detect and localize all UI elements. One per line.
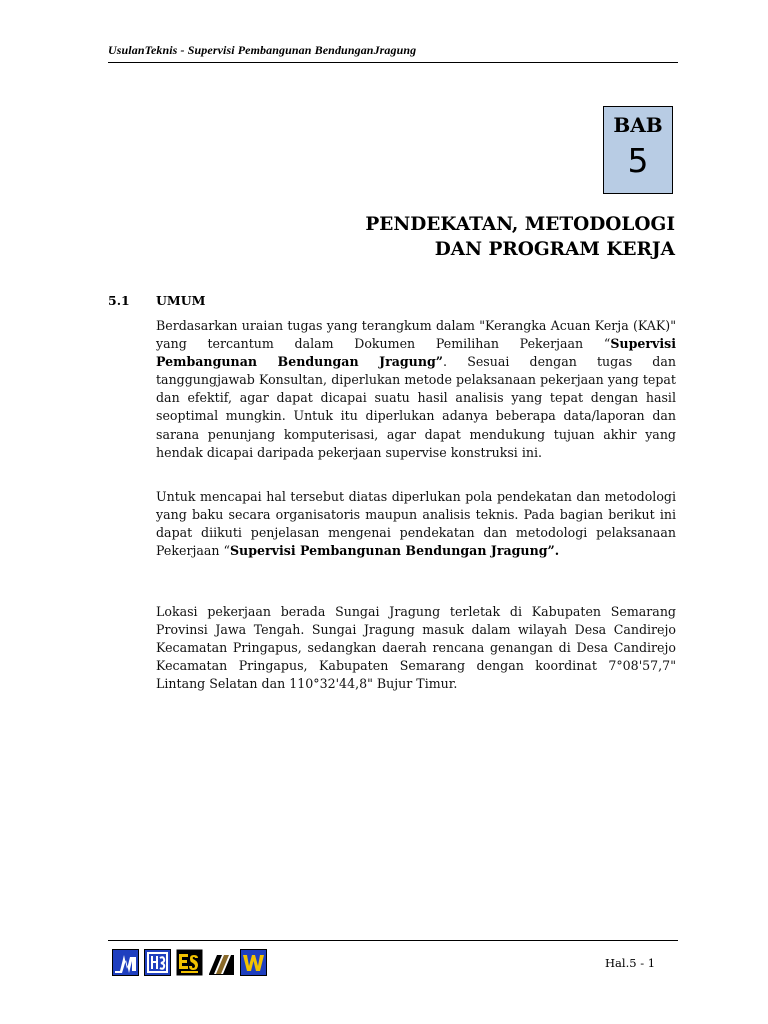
company-logo-1-icon	[112, 949, 139, 976]
header-divider	[108, 62, 678, 63]
section-title: UMUM	[156, 293, 206, 308]
chapter-label: BAB	[613, 113, 663, 137]
header-title: UsulanTeknis - Supervisi Pembangunan BendunganJragung	[108, 43, 417, 57]
paragraph-1-bold: Supervisi Pembangunan Bendungan Jragung”	[156, 336, 676, 370]
chapter-number: 5	[627, 141, 649, 180]
section-number: 5.1	[108, 293, 130, 308]
company-logo-3-icon	[176, 949, 203, 976]
paragraph-2	[156, 488, 676, 560]
chapter-title-line-1: PENDEKATAN, METODOLOGI	[365, 214, 675, 235]
footer-logos	[112, 948, 267, 976]
page-number: Hal.5 - 1	[605, 956, 656, 970]
chapter-title	[365, 212, 675, 262]
chapter-badge	[603, 106, 673, 194]
footer-divider	[108, 940, 678, 941]
section-heading	[108, 293, 205, 308]
company-logo-4-icon	[208, 949, 235, 976]
paragraph-1-text-a: Berdasarkan uraian tugas yang terangkum dalam "Kerangka Acuan Kerja (KAK)" yang tercantum dalam Dokumen Pemilihan Pekerjaan “	[156, 318, 676, 352]
company-logo-5-icon	[240, 949, 267, 976]
chapter-title-line-2: DAN PROGRAM KERJA	[434, 239, 675, 260]
paragraph-3: Lokasi pekerjaan berada Sungai Jragung terletak di Kabupaten Semarang Provinsi Jawa Tengah. Sungai Jragung masuk dalam wilayah Desa Candirejo Kecamatan Pringapus, sedangkan daerah rencana genangan di Desa Candirejo Kecamatan Pringapus, Kabupaten Semarang dengan koordinat 7°08'57,7" Lintang Selatan dan 110°32'44,8" Bujur Timur.	[156, 604, 676, 692]
paragraph-2-bold: Supervisi Pembangunan Bendungan Jragung”.	[229, 543, 560, 559]
paragraph-2-text-a: Untuk mencapai hal tersebut diatas diperlukan pola pendekatan dan metodologi yang baku secara organisatoris maupun analisis teknis. Pada bagian berikut ini dapat diikuti penjelasan mengenai pendekatan dan metodologi pelaksanaan Pekerjaan “	[156, 489, 676, 559]
company-logo-2-icon	[144, 949, 171, 976]
paragraph-1-text-b: . Sesuai dengan tugas dan tanggungjawab Konsultan, diperlukan metode pelaksanaan pekerjaan yang tepat dan efektif, agar dapat dicapai suatu hasil analisis yang tepat dengan hasil seoptimal mungkin. Untuk itu diperlukan adanya beberapa data/laporan dan sarana penunjang komputerisasi, agar dapat mendukung tujuan akhir yang hendak dicapai daripada pekerjaan supervise konstruksi ini.	[156, 354, 676, 460]
paragraph-1	[156, 317, 676, 462]
